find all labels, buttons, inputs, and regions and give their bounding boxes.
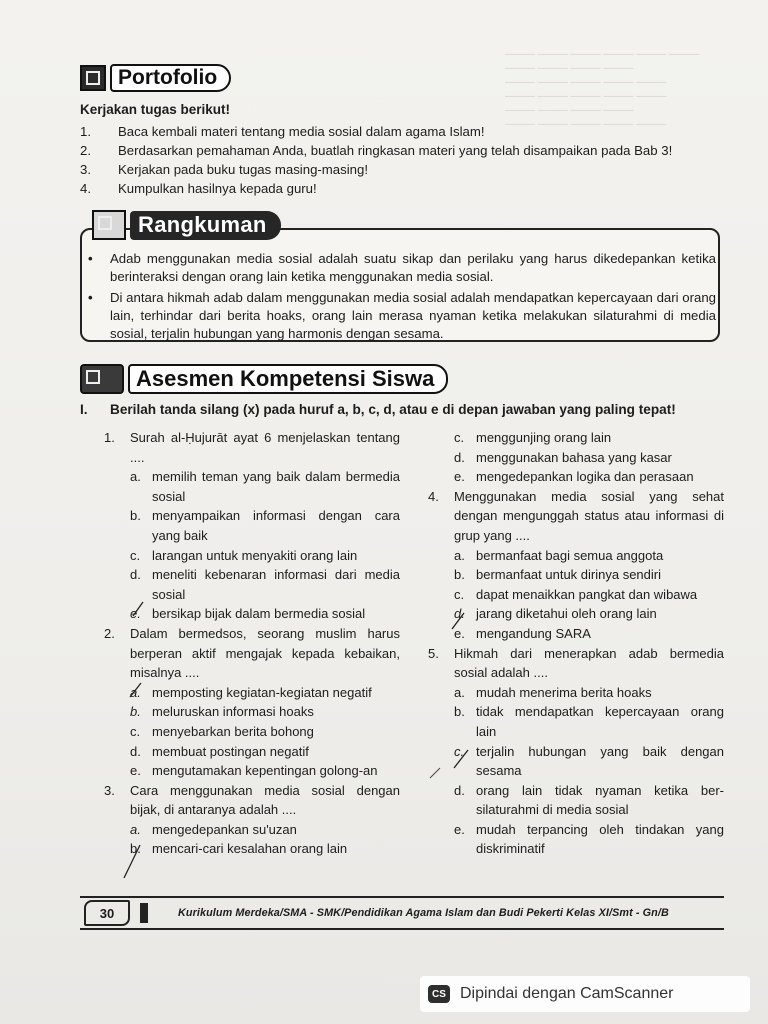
option[interactable]: e. mudah terpancing oleh tindakan yang diskriminatif	[454, 821, 724, 857]
option[interactable]: a. mudah menerima berita hoaks	[454, 684, 652, 700]
option[interactable]: e. mengutamakan kepentingan golong-an	[130, 763, 378, 779]
list-item: 1. Baca kembali materi tentang media sosial dalam agama Islam!	[80, 124, 485, 139]
bleed-through-text: ——— ——— ——— ——— ——— ——— ——— ——— ——— ——— ——— ——— ——— ——— ——— ——— ——— ——— ——— ——— ——— ——— ——— ——— ——— ——— ——— ——— ———	[505, 49, 699, 130]
option[interactable]: a. memilih teman yang baik dalam bermedia sosial	[130, 469, 400, 504]
watermark-text: Dipindai dengan CamScanner	[460, 985, 674, 1002]
option[interactable]: c. dapat menaikkan pangkat dan wibawa	[454, 586, 698, 602]
option[interactable]: b. mencari-cari kesalahan orang lain	[130, 841, 348, 857]
option[interactable]: e. mengandung SARA	[454, 625, 591, 641]
option[interactable]: a. memposting kegiatan-kegiatan negatif	[130, 684, 372, 700]
footer-text: Kurikulum Merdeka/SMA - SMK/Pendidikan Agama Islam dan Budi Pekerti Kelas XI/Smt - Gn/B	[178, 907, 669, 919]
portofolio-list	[80, 122, 730, 198]
option[interactable]: d. meneliti kebenaran informasi dari media sosial	[130, 567, 400, 602]
footer-bar	[140, 903, 148, 923]
portofolio-header	[80, 64, 231, 92]
option-marked[interactable]: e. bersikap bijak dalam bermedia sosial	[130, 606, 366, 622]
question-5: 5. Hikmah dari menerapkan adab bermedia sosial adalah ....	[428, 645, 724, 681]
option-marked[interactable]: a. mengedepankan su'uzan	[130, 821, 297, 837]
option[interactable]: c. menggunjing orang lain	[454, 430, 612, 445]
questions-right-column	[428, 428, 724, 859]
question-2: 2. Dalam bermedsos, seorang muslim harus berperan aktif mengajak kepada kebaikan, misalnya ....	[104, 625, 400, 681]
questions-left-column	[104, 428, 400, 859]
option[interactable]: d. membuat postingan negatif	[130, 743, 309, 759]
portofolio-instruction: Kerjakan tugas berikut!	[80, 102, 231, 117]
option[interactable]: c. larangan untuk menyakiti orang lain	[130, 547, 358, 563]
option[interactable]: d. orang lain tidak nyaman ketika ber-silaturahmi di media sosial	[454, 782, 724, 818]
camscanner-watermark	[420, 976, 750, 1012]
option[interactable]: a. bermanfaat bagi semua anggota	[454, 547, 664, 563]
rangkuman-header	[92, 210, 281, 240]
book-icon	[80, 65, 106, 91]
option-marked[interactable]: c. terjalin hubungan yang baik dengan sesama	[454, 743, 724, 779]
option-marked[interactable]: d. jarang diketahui oleh orang lain	[454, 606, 657, 622]
question-4: 4. Menggunakan media sosial yang sehat dengan mengunggah status atau informasi di grup yang ....	[428, 488, 724, 543]
page-footer	[80, 896, 724, 930]
option[interactable]: d. menggunakan bahasa yang kasar	[454, 449, 672, 465]
portofolio-title: Portofolio	[110, 64, 231, 92]
students-icon	[80, 364, 124, 394]
question-3: 3. Cara menggunakan media sosial dengan bijak, di antaranya adalah ....	[104, 782, 400, 818]
page-number: 30	[84, 900, 130, 926]
option[interactable]: b. tidak mendapatkan kepercayaan orang lain	[454, 704, 724, 739]
asesmen-instruction: I. Berilah tanda silang (x) pada huruf a, b, c, d, atau e di depan jawaban yang paling tepat!	[80, 402, 676, 417]
camscanner-logo-icon: CS	[428, 985, 450, 1003]
list-item: 4. Kumpulkan hasilnya kepada guru!	[80, 181, 317, 196]
option[interactable]: e. mengedepankan logika dan perasaan	[454, 469, 694, 485]
option-marked[interactable]: b. meluruskan informasi hoaks	[130, 704, 314, 720]
list-item: • Di antara hikmah adab dalam menggunakan media sosial adalah mendapatkan kepercayaan dari orang lain, terhindar dari berita hoaks, orang lain merasa nyaman ketika melakukan silaturahmi di media sosial, terjalin hubungan yang harmonis dengan sesama.	[88, 289, 716, 342]
rangkuman-list	[86, 250, 716, 345]
list-item: 3. Kerjakan pada buku tugas masing-masing!	[80, 162, 368, 177]
list-item: • Adab menggunakan media sosial adalah suatu sikap dan perilaku yang harus dikedepankan ketika berinteraksi dengan orang lain ketika menggunakan media sosial.	[88, 251, 716, 285]
option[interactable]: b. menyampaikan informasi dengan cara yang baik	[130, 508, 400, 543]
option[interactable]: b. bermanfaat untuk dirinya sendiri	[454, 567, 661, 583]
asesmen-header	[80, 364, 448, 394]
rangkuman-title: Rangkuman	[130, 211, 281, 240]
option[interactable]: c. menyebarkan berita bohong	[130, 723, 314, 739]
computer-icon	[92, 210, 126, 240]
list-item: 2. Berdasarkan pemahaman Anda, buatlah ringkasan materi yang telah disampaikan pada Bab 3!	[80, 143, 673, 158]
question-1: 1. Surah al-Ḥujurāt ayat 6 menjelaskan tentang ....	[104, 430, 400, 465]
asesmen-title: Asesmen Kompetensi Siswa	[128, 364, 448, 394]
